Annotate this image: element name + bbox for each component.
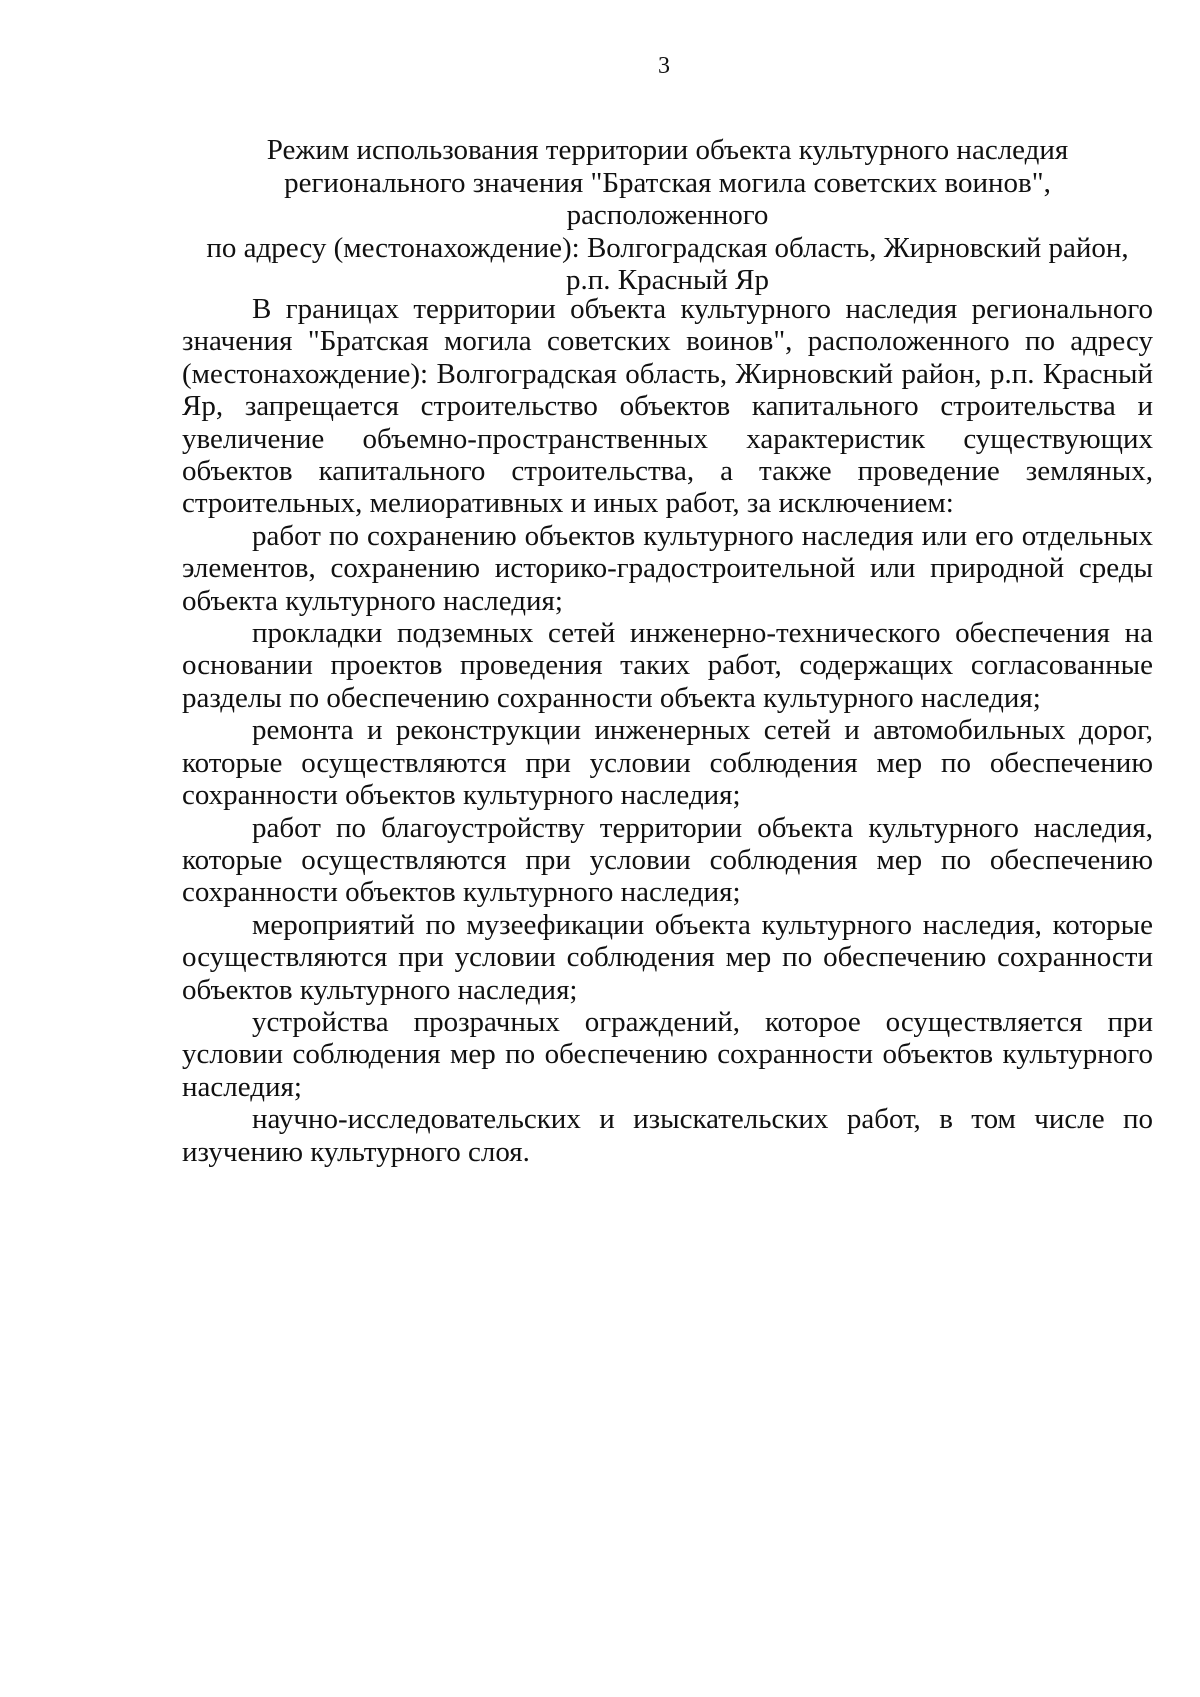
paragraph-item: научно-исследовательских и изыскательских работ, в том числе по изучению культурного слоя. xyxy=(182,1103,1153,1168)
paragraph-item: работ по благоустройству территории объекта культурного наследия, которые осуществляются при условии соблюдения мер по обеспечению сохранности объектов культурного наследия; xyxy=(182,811,1153,909)
title-line: по адресу (местонахождение): Волгоградская область, Жирновский район, xyxy=(206,231,1129,264)
document-title xyxy=(180,134,1155,297)
paragraph-intro: В границах территории объекта культурного наследия регионального значения "Братская могила советских воинов", расположенного по адресу (местонахождение): Волгоградская область, Жирновский район, р.п. Красный Яр, запрещается строительство объектов капитального строительства и увеличение объемно-пространственных характеристик существующих объектов капитального строительства, а также проведение земляных, строительных, мелиоративных и иных работ, за исключением: xyxy=(182,293,1153,520)
paragraph-item: работ по сохранению объектов культурного наследия или его отдельных элементов, сохранению историко-градостроительной или природной среды объекта культурного наследия; xyxy=(182,519,1153,617)
page-number: 3 xyxy=(658,53,670,79)
title-line: Режим использования территории объекта культурного наследия xyxy=(266,134,1069,166)
title-line: регионального значения "Братская могила советских воинов", расположенного xyxy=(284,166,1051,231)
paragraph-item: устройства прозрачных ограждений, которое осуществляется при условии соблюдения мер по обеспечению сохранности объектов культурного наследия; xyxy=(182,1005,1153,1103)
title-line: р.п. Красный Яр xyxy=(566,264,769,296)
document-body xyxy=(182,293,1153,1168)
paragraph-item: мероприятий по музеефикации объекта культурного наследия, которые осуществляются при условии соблюдения мер по обеспечению сохранности объектов культурного наследия; xyxy=(182,908,1153,1006)
paragraph-item: ремонта и реконструкции инженерных сетей и автомобильных дорог, которые осуществляются при условии соблюдения мер по обеспечению сохранности объектов культурного наследия; xyxy=(182,714,1153,812)
paragraph-item: прокладки подземных сетей инженерно-технического обеспечения на основании проектов проведения таких работ, содержащих согласованные разделы по обеспечению сохранности объекта культурного наследия; xyxy=(182,617,1153,714)
